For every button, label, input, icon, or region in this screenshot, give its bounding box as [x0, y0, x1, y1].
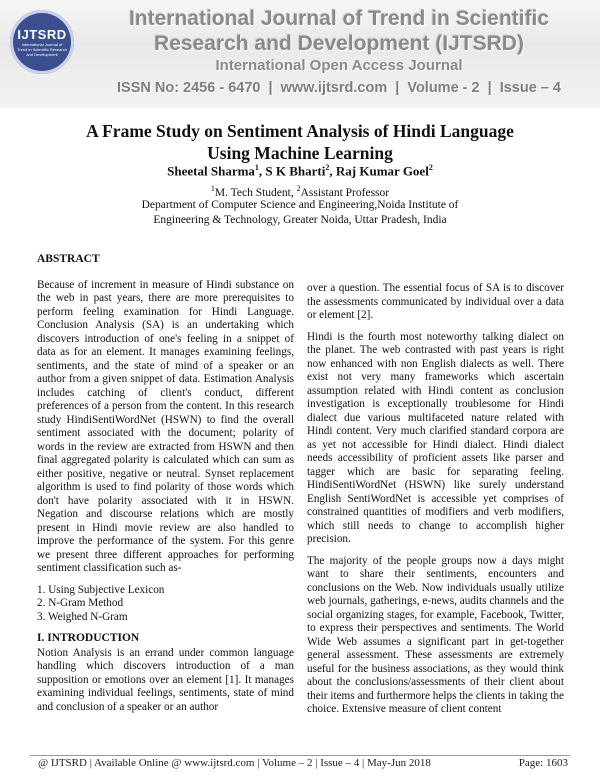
- list-item: 2. N-Gram Method: [37, 597, 124, 609]
- body-paragraph: Hindi is the fourth most noteworthy talking dialect on the planet. The web contrasted with past years is right now enhanced with non English dialects as well. There exist not very many frameworks which ascertain assumption related with Hindi content as conclusion investigation is exceptionally troublesome for Hindi dialect due various multifaceted nature related with Hindi content. Very much clarified standard corpora are as yet not accessible for Hindi dialect. Hindi dialect needs accessibility of proficient assets like parser and tagger which are basic for separating feeling. HindiSentiWordNet (HSWN) like surely understand English SentiWordNet is accessible yet comprises of constrained quantities of modifiers and verb modifiers, which still needs to change to accomplish higher precision.: [307, 330, 564, 545]
- author-list: Sheetal Sharma$^1$, S K Bharti$^2$, Raj Kumar Goel$^2$: [167, 163, 433, 179]
- page-footer: [38, 757, 568, 769]
- right-column: [307, 282, 564, 725]
- paper-title: [30, 120, 570, 164]
- author-roles: $^1$M. Tech Student, $^2$Assistant Professor: [210, 184, 390, 199]
- author-name: Sheetal Sharma: [167, 163, 255, 179]
- body-paragraph: over a question. The essential focus of SA is to discover the assessments communicated by individual over a data or element [2].: [307, 282, 564, 321]
- issn: ISSN No: 2456 - 6470: [117, 80, 261, 96]
- footer-divider: [30, 755, 570, 756]
- journal-title: [84, 6, 594, 56]
- left-column: [37, 253, 294, 722]
- website-link[interactable]: www.ijtsrd.com: [280, 80, 388, 96]
- list-item: 3. Weighed N-Gram: [37, 610, 128, 623]
- footer-text: @ IJTSRD | Available Online @ www.ijtsrd.com | Volume – 2 | Issue – 4 | May-Jun 2018: [38, 757, 431, 769]
- journal-title-line1: International Journal of Trend in Scientific: [128, 7, 550, 30]
- body-paragraph: The majority of the people groups now a days might want to share their sentiments, encounters and conclusions on the Web. Now individuals usually utilize web journals, gatherings, e-news, audits channels and the social organizing stages, for example, Facebook, Twitter, to express their perspectives and sentiments. The World Wide Web assumes a significant part in get-together general assessment. These assessments are extremely useful for the business associations, as they would think about the conclusions/assessments of their client about their items and furthermore helps the clients in taking the choice. Extensive measure of client content: [307, 554, 564, 715]
- page-number: Page: 1603: [518, 757, 568, 769]
- journal-subtitle: International Open Access Journal: [215, 57, 463, 74]
- introduction-text: Notion Analysis is an errand under common language handling which discovers introduction of a man supposition or emotions over an element [1]. It manages examining individual feelings, sentiments, state of mind and conclusion of a speaker or an author: [37, 646, 294, 713]
- logo-mark: IJTSRD: [17, 27, 67, 42]
- author-name: Raj Kumar Goel: [335, 163, 429, 179]
- issn-bar: ISSN No: 2456 - 6470 | www.ijtsrd.com | Volume - 2 | Issue – 4: [117, 80, 561, 96]
- paper-title-line1: A Frame Study on Sentiment Analysis of Hindi Language: [86, 121, 514, 141]
- paper-title-line2: Using Machine Learning: [207, 143, 393, 163]
- department-line1: Department of Computer Science and Engineering,Noida Institute of: [141, 199, 459, 211]
- abstract-heading: ABSTRACT: [37, 253, 100, 265]
- journal-title-line2: Research and Development (IJTSRD): [154, 32, 524, 55]
- list-item: 1. Using Subjective Lexicon: [37, 583, 165, 596]
- journal-header: [0, 0, 600, 108]
- journal-logo: [10, 10, 74, 74]
- method-list: [37, 584, 294, 625]
- department-line2: Engineering & Technology, Greater Noida, Uttar Pradesh, India: [153, 214, 447, 226]
- volume: Volume - 2: [407, 80, 480, 96]
- author-name: S K Bharti: [265, 163, 326, 179]
- issue: Issue – 4: [499, 80, 561, 96]
- abstract-text: Because of increment in measure of Hindi substance on the web in past years, there are more prerequisites to perform feeling examination for Hindi Language. Conclusion Analysis (SA) is an undertaking which discovers introduction of one's feeling in a snippet of data as for an element. It manages examining feelings, sentiments, and the state of mind of a speaker or an author from a given snippet of data. Estimation Analysis includes catching of client's conduct, different preferences of a person from the content. In this research study HindiSentiWordNet (HSWN) to find the overall sentiment associated with the document; polarity of words in the review are extracted from HSWN and then final aggregated polarity is calculated which can sum as either positive, negative or neutral. Synset replacement algorithm is used to find polarity of those words which don't have polarity associated with it in HSWN. Negation and discourse relations which are mostly present in Hindi movie review are also handled to improve the performance of the system. For this genre we present three different approaches for performing sentiment classification such as-: [37, 278, 294, 574]
- logo-text: International Journal of Trend in Scientific Research and Development: [17, 42, 67, 57]
- introduction-heading: I. INTRODUCTION: [37, 632, 140, 644]
